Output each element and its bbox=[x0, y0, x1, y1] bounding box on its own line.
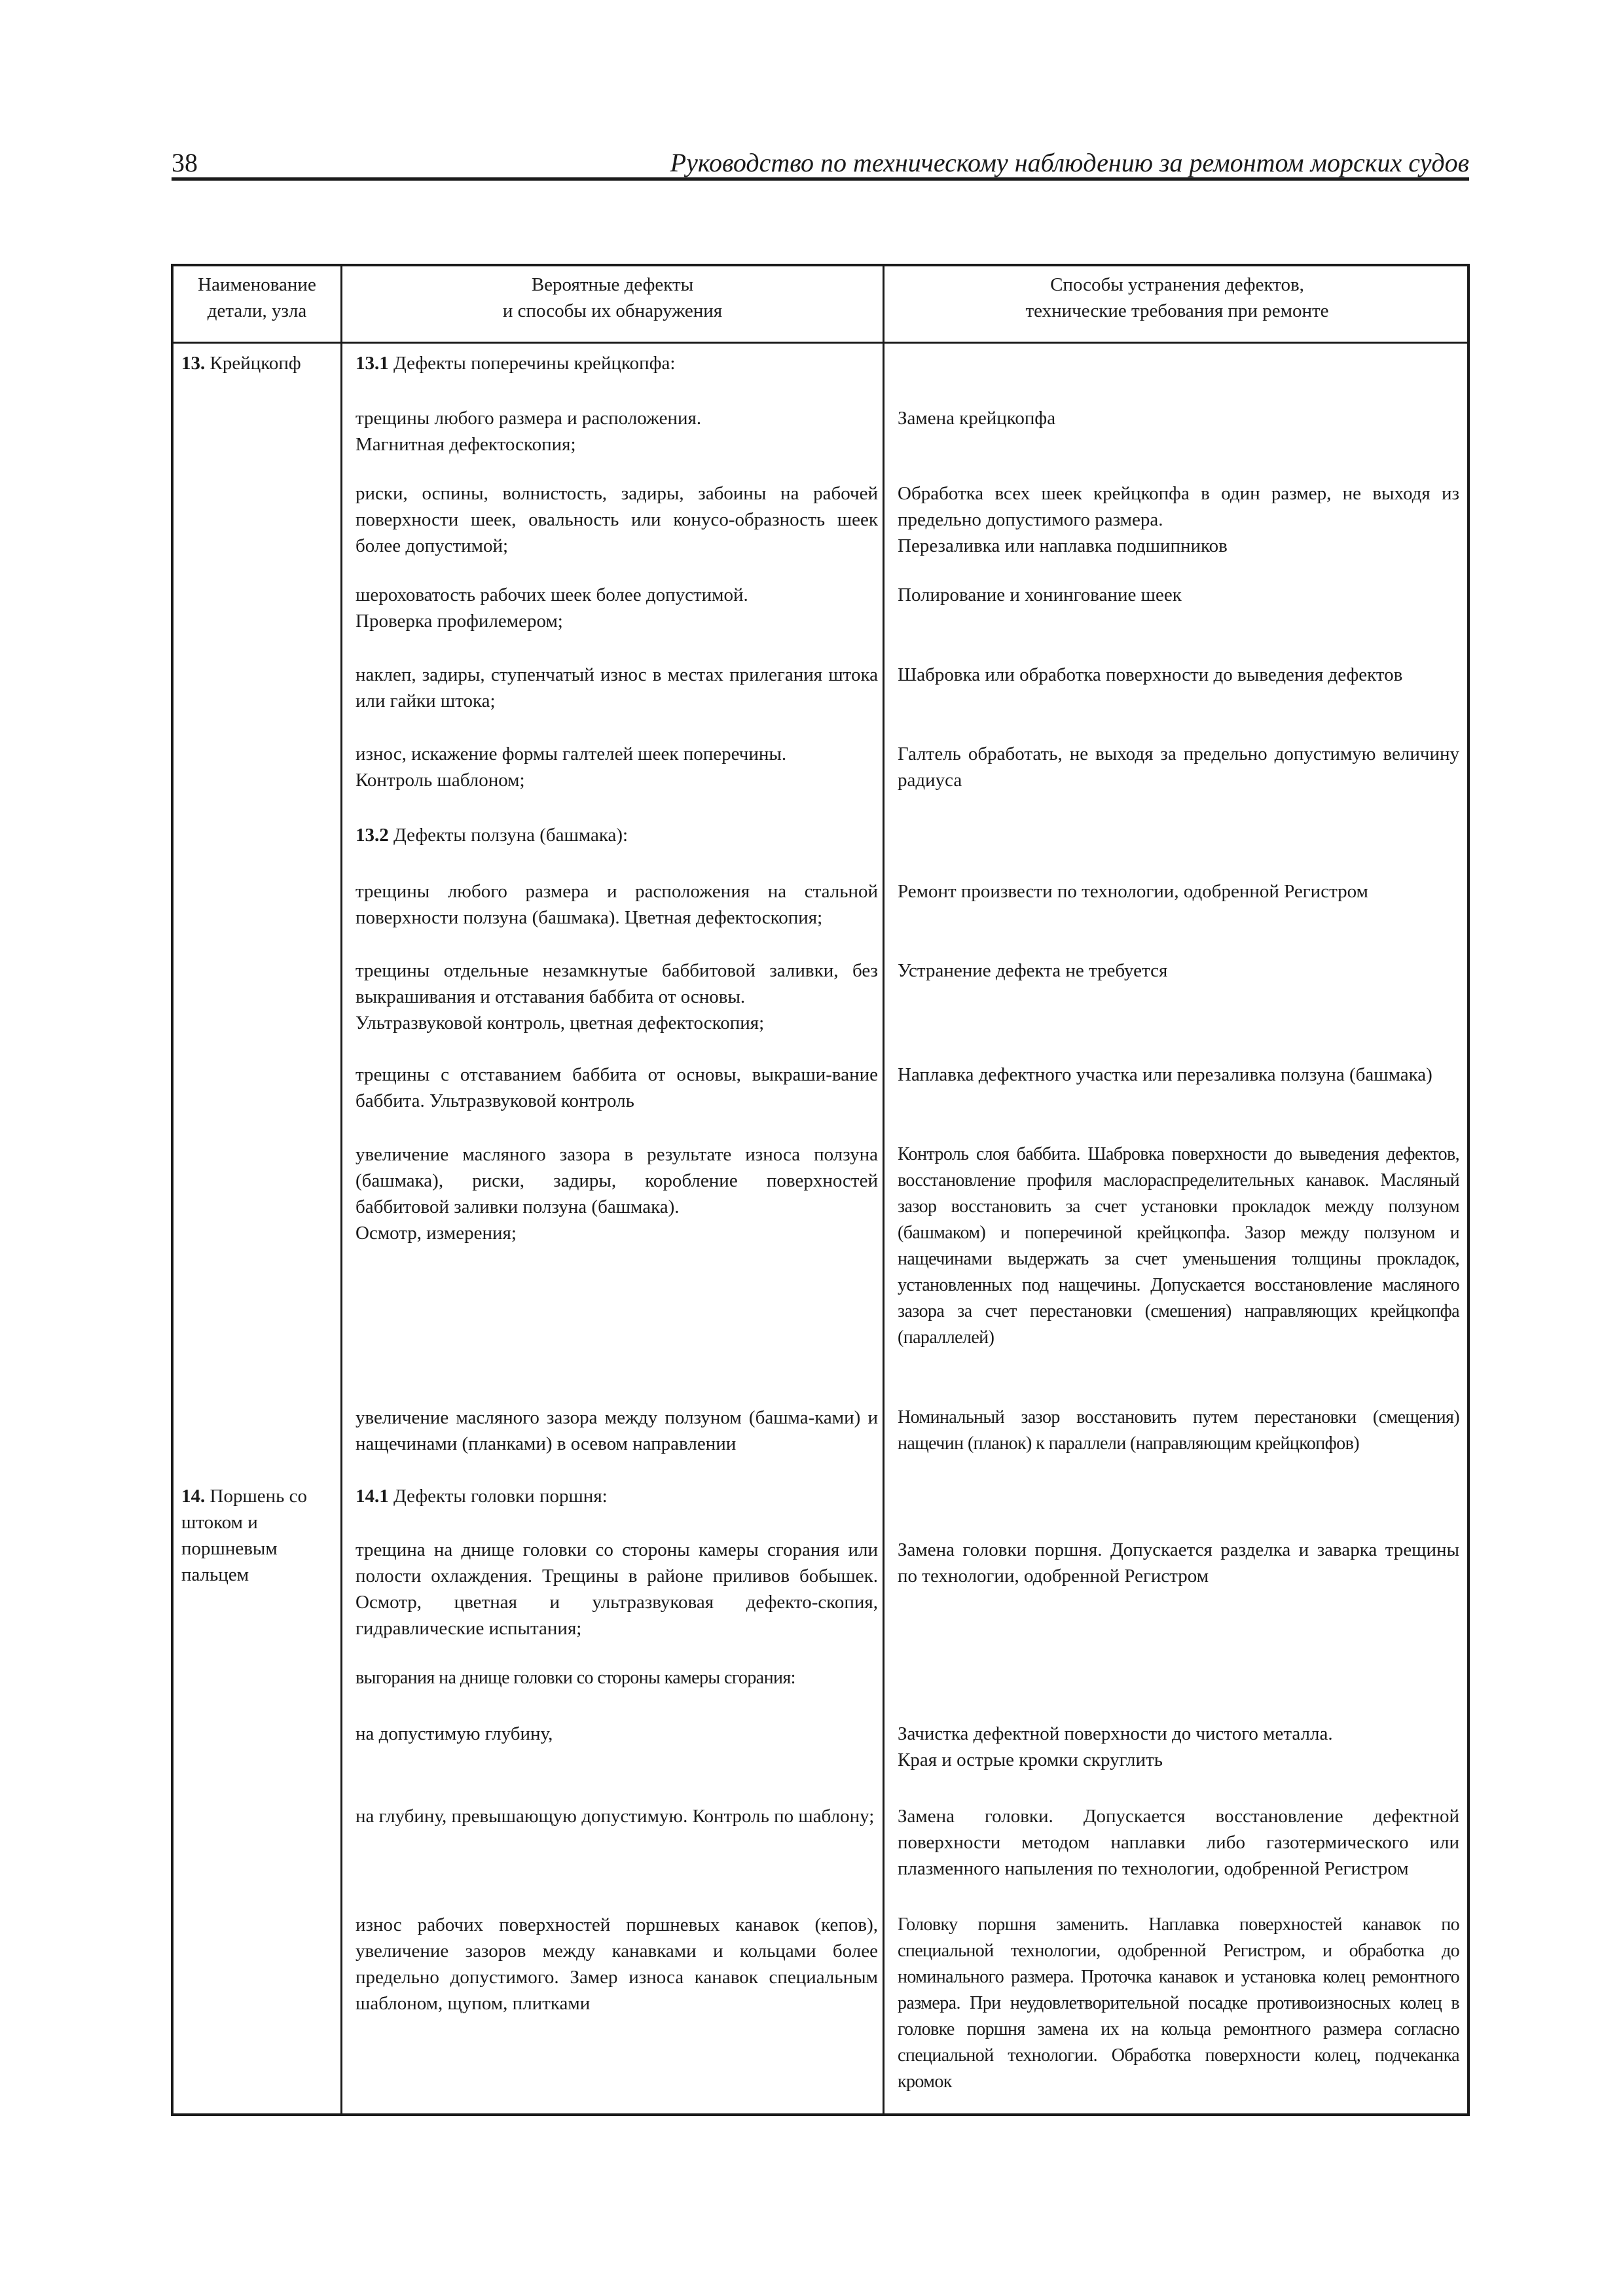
section-number: 13.2 bbox=[356, 825, 389, 846]
remedy-text: Замена головки поршня. Допускается разделка и заварка трещины по технологии, одобренной Регистром bbox=[898, 1539, 1459, 1587]
remedy-text: Наплавка дефектного участка или перезаливка ползуна (башмака) bbox=[898, 1064, 1432, 1085]
defect-text: увеличение масляного зазора в результате износа ползуна (башмака), риски, задиры, коробление поверхностей баббитовой заливки ползуна (башмака). Осмотр, измерения; bbox=[356, 1144, 878, 1244]
remedy-text: Устранение дефекта не требуется bbox=[898, 960, 1168, 981]
section-number: 13.1 bbox=[356, 353, 389, 374]
remedy-text: Ремонт произвести по технологии, одобренной Регистром bbox=[898, 881, 1368, 902]
defect-text: увеличение масляного зазора между ползуном (башма-ками) и нащечинами (планками) в осевом направлении bbox=[356, 1407, 878, 1454]
remedy-text: Контроль слоя баббита. Шабровка поверхности до выведения дефектов, восстановление профиля маслораспределительных канавок. Масляный зазор восстановить за счет установки прокладок между ползуном (башмаком) и поперечиной крейцкопфа. Зазор между ползуном и нащечинами выдержать за счет уменьшения толщины прокладок, установленных под нащечины. Допускается восстановление масляного зазора за счет перестановки (смешения) направляющих крейцкопфа (параллелей) bbox=[898, 1144, 1459, 1348]
defect-text: риски, оспины, волнистость, задиры, забоины на рабочей поверхности шеек, овальность или конусо-образность шеек более допустимой; bbox=[356, 483, 878, 556]
remedy-text: Полирование и хонингование шеек bbox=[898, 584, 1182, 605]
page-number: 38 bbox=[172, 148, 198, 177]
defect-text: трещины отдельные незамкнутые баббитовой заливки, без выкрашивания и отставания баббита от основы. Ультразвуковой контроль, цветная дефектоскопия; bbox=[356, 960, 878, 1033]
item-number: 14. bbox=[181, 1486, 206, 1507]
remedy-text: Обработка всех шеек крейцкопфа в один размер, не выходя из предельно допустимого размера. Перезаливка или наплавка подшипников bbox=[898, 483, 1459, 556]
defect-text: на допустимую глубину, bbox=[356, 1723, 553, 1744]
page-header bbox=[172, 143, 1469, 182]
section-title: Дефекты головки поршня: bbox=[393, 1486, 608, 1507]
running-title: Руководство по техническому наблюдению за ремонтом морских судов bbox=[670, 148, 1469, 177]
item-14 bbox=[181, 1483, 336, 1588]
section-13-2 bbox=[356, 822, 878, 848]
header-rule bbox=[172, 177, 1469, 181]
defect-text: выгорания на днище головки со стороны камеры сгорания: bbox=[356, 1668, 795, 1688]
section-title: Дефекты поперечины крейцкопфа: bbox=[393, 353, 676, 374]
section-13-1 bbox=[356, 350, 878, 376]
defect-text: трещины любого размера и расположения на стальной поверхности ползуна (башмака). Цветная дефектоскопия; bbox=[356, 881, 878, 928]
section-14-1 bbox=[356, 1483, 878, 1509]
defect-text: наклеп, задиры, ступенчатый износ в местах прилегания штока или гайки штока; bbox=[356, 664, 878, 711]
remedy-text: Номинальный зазор восстановить путем перестановки (смещения) нащечин (планок) к параллели (направляющим крейцкопфов) bbox=[898, 1407, 1459, 1454]
defect-text: износ, искажение формы галтелей шеек поперечины. Контроль шаблоном; bbox=[356, 744, 787, 791]
remedy-text: Головку поршня заменить. Наплавка поверхностей канавок по специальной технологии, одобренной Регистром, и обработка до номинального размера. Проточка канавок и установка колец ремонтного размера. При неудовлетворительной посадке противоизносных колец в головке поршня замена их на кольца ремонтного размера согласно специальной технологии. Обработка поверхности колец, подчеканка кромок bbox=[898, 1914, 1459, 2092]
item-name: Поршень со штоком и поршневым пальцем bbox=[181, 1486, 308, 1585]
defect-text: трещина на днище головки со стороны камеры сгорания или полости охлаждения. Трещины в районе приливов бобышек. Осмотр, цветная и ультразвуковая дефекто-скопия, гидравлические испытания; bbox=[356, 1539, 878, 1639]
remedy-text: Галтель обработать, не выходя за предельно допустимую величину радиуса bbox=[898, 744, 1459, 791]
item-name: Крейцкопф bbox=[210, 353, 301, 374]
remedy-text: Замена головки. Допускается восстановление дефектной поверхности методом наплавки либо газотермического или плазменного напыления по технологии, одобренной Регистром bbox=[898, 1806, 1459, 1879]
section-title: Дефекты ползуна (башмака): bbox=[393, 825, 629, 846]
header-part-name: Наименование детали, узла bbox=[198, 274, 316, 321]
remedy-text: Зачистка дефектной поверхности до чистого металла. Края и острые кромки скруглить bbox=[898, 1723, 1333, 1770]
remedy-text: Шабровка или обработка поверхности до выведения дефектов bbox=[898, 664, 1403, 685]
defect-text: износ рабочих поверхностей поршневых канавок (кепов), увеличение зазоров между канавками и кольцами более предельно допустимого. Замер износа канавок специальным шаблоном, щупом, плитками bbox=[356, 1914, 878, 2014]
header-defects: Вероятные дефекты и способы их обнаружения bbox=[502, 274, 723, 321]
header-divider bbox=[173, 342, 1467, 344]
defects-table bbox=[171, 264, 1470, 2116]
item-number: 13. bbox=[181, 353, 206, 374]
defect-text: трещины с отставанием баббита от основы, выкраши-вание баббита. Ультразвуковой контроль bbox=[356, 1064, 878, 1111]
defect-text: трещины любого размера и расположения. Магнитная дефектоскопия; bbox=[356, 408, 702, 455]
defect-text: на глубину, превышающую допустимую. Контроль по шаблону; bbox=[356, 1806, 875, 1827]
column-divider-2 bbox=[883, 266, 884, 2113]
header-remedies: Способы устранения дефектов, технические требования при ремонте bbox=[1025, 274, 1329, 321]
column-divider-1 bbox=[340, 266, 342, 2113]
remedy-text: Замена крейцкопфа bbox=[898, 408, 1056, 429]
defect-text: шероховатость рабочих шеек более допустимой. Проверка профилемером; bbox=[356, 584, 748, 632]
section-number: 14.1 bbox=[356, 1486, 389, 1507]
